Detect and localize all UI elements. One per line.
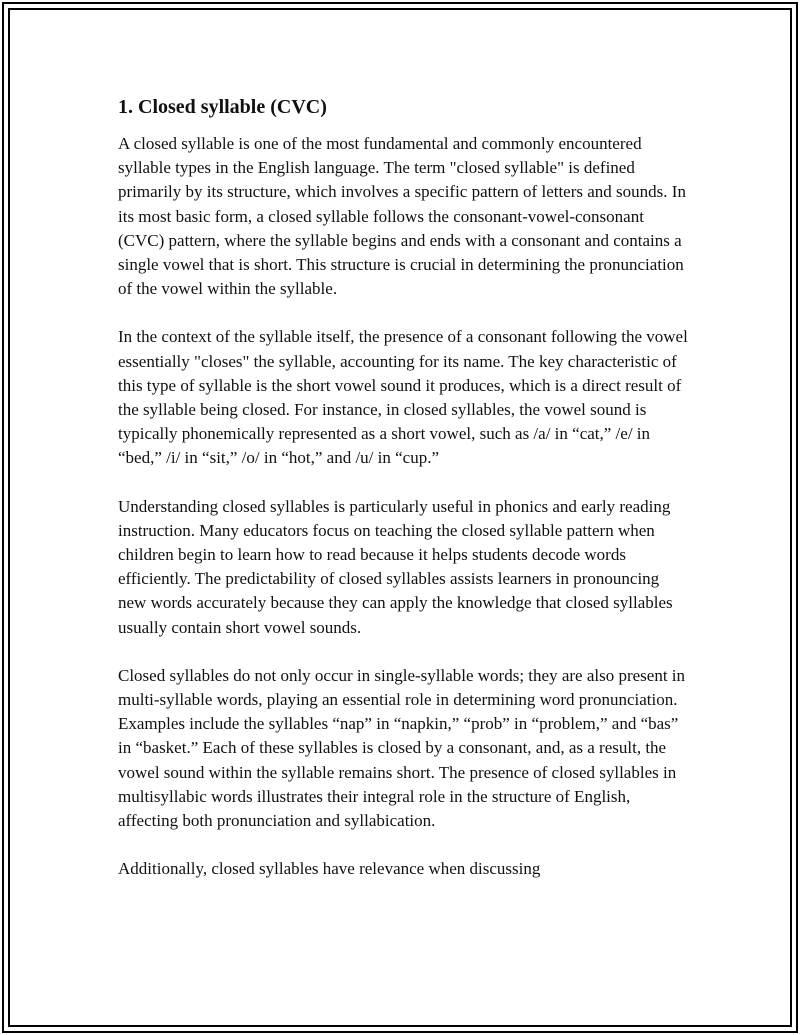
- section-heading: 1. Closed syllable (CVC): [118, 96, 327, 118]
- document-body: [118, 93, 688, 905]
- paragraph: In the context of the syllable itself, the presence of a consonant following the vowel essentially "closes" the syllable, accounting for its name. The key characteristic of this type of syllable is the short vowel sound it produces, which is a direct result of the syllable being closed. For instance, in closed syllables, the vowel sound is typically phonemically represented as a short vowel, such as /a/ in “cat,” /e/ in “bed,” /i/ in “sit,” /o/ in “hot,” and /u/ in “cup.”: [118, 327, 688, 468]
- paragraph: Closed syllables do not only occur in single-syllable words; they are also present in multi-syllable words, playing an essential role in determining word pronunciation. Examples include the syllables “nap” in “napkin,” “prob” in “problem,” and “bas” in “basket.” Each of these syllables is closed by a consonant, and, as a result, the vowel sound within the syllable remains short. The presence of closed syllables in multisyllabic words illustrates their integral role in the structure of English, affecting both pronunciation and syllabication.: [118, 665, 686, 831]
- paragraph: Understanding closed syllables is particularly useful in phonics and early reading instruction. Many educators focus on teaching the closed syllable pattern when children begin to learn how to read because it helps students decode words efficiently. The predictability of closed syllables assists learners in pronouncing new words accurately because they can apply the knowledge that closed syllables usually contain short vowel sounds.: [118, 496, 673, 637]
- paragraph: A closed syllable is one of the most fundamental and commonly encountered syllable types in the English language. The term "closed syllable" is defined primarily by its structure, which involves a specific pattern of letters and sounds. In its most basic form, a closed syllable follows the consonant-vowel-consonant (CVC) pattern, where the syllable begins and ends with a consonant and contains a single vowel that is short. This structure is crucial in determining the pronunciation of the vowel within the syllable.: [118, 134, 686, 299]
- paragraph: Additionally, closed syllables have relevance when discussing: [118, 859, 541, 879]
